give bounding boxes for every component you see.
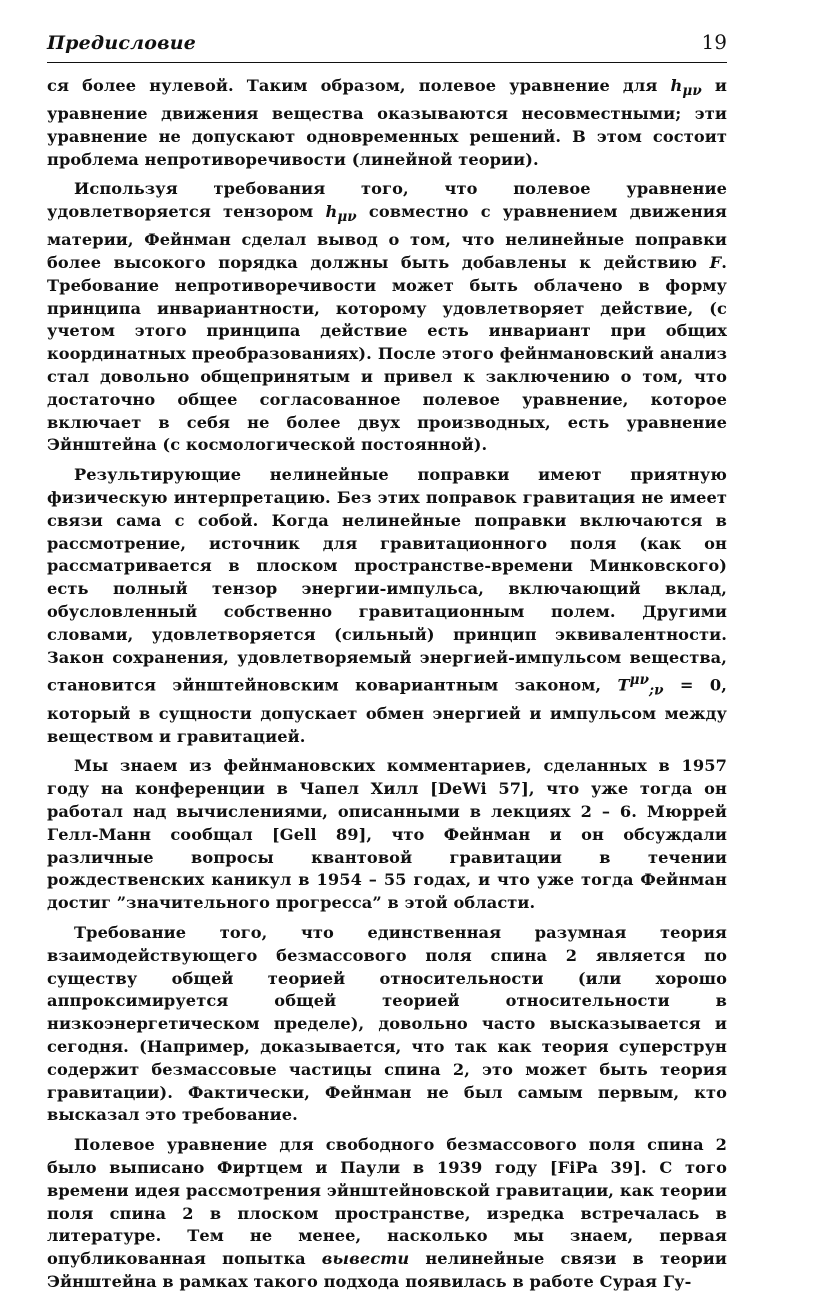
text-run: Полевое уравнение для свободного безмассового поля спина 2 было выписано Фиртцем и Паули в 1939 году [FiPa 39]. С того времени идея рассмотрения эйнштейновской гравитации, как теории поля спина 2 в плоском пространстве, изредка встречалась в литературе. Тем не менее, насколько мы знаем, первая опубликованная попытка: [47, 1135, 727, 1269]
paragraph: [47, 1134, 727, 1294]
text-run: Используя требования того, что полевое уравнение удовлетворяется тензором: [47, 179, 727, 222]
text-run: Требование того, что единственная разумная теория взаимодействующего безмассового поля спина 2 является по существу общей теорией относительности (или хорошо аппроксимируется общей теорией относительности в низкоэнергетическом пределе), довольно часто высказывается и сегодня. (Например, доказывается, что так как теория суперструн содержит безмассовые частицы спина 2, это может быть теория гравитации). Фактически, Фейнман не был самым первым, кто высказал это требование.: [47, 922, 727, 1125]
text-run: совместно с уравнением движения материи, Фейнман сделал вывод о том, что нелинейные поправки более высокого порядка должны быть добавлены к действию: [47, 202, 727, 273]
math-subscript: ;ν: [649, 683, 664, 700]
paragraph: [47, 755, 727, 915]
text-run: = 0, который в сущности допускает обмен энергией и импульсом между веществом и гравитацией.: [47, 675, 727, 746]
text-run: нелинейные связи в теории Эйнштейна в рамках такого подхода появилась в работе Сурая Гу-: [47, 1249, 727, 1291]
math-subscript: μν: [337, 209, 357, 226]
math-subscript: μν: [682, 83, 702, 100]
math-symbol: h: [670, 76, 683, 95]
page-number: 19: [701, 30, 727, 54]
text-run: Мы знаем из фейнмановских комментариев, сделанных в 1957 году на конференции в Чапел Хилл [DeWi 57], что уже тогда он работал над вычислениями, описанными в лекциях 2 – 6. Мюррей Гелл-Манн сообщал [Gell 89], что Фейнман и он обсуждали различные вопросы квантовой гравитации в течении рождественских каникул в 1954 – 55 годах, и что уже тогда Фейнман достиг ”значительного прогресса” в этой области.: [47, 756, 727, 913]
text-run: и уравнение движения вещества оказываются несовместными; эти уравнение не допускают одновременных решений. В этом состоит проблема непротиворечивости (линейной теории).: [47, 76, 727, 169]
page-header: [47, 30, 727, 63]
math-symbol: h: [325, 202, 338, 222]
math-superscript: μν: [629, 672, 650, 689]
math-symbol: F: [709, 253, 722, 273]
math-symbol: T: [617, 675, 630, 695]
paragraph: [47, 178, 727, 457]
text-run: . Требование непротиворечивости может быть облачено в форму принципа инвариантности, которому удовлетворяет действие, (с учетом этого принципа действие есть инвариант при общих координатных преобразованиях). После этого фейнмановский анализ стал довольно общепринятым и привел к заключению о том, что достаточно общее согласованное полевое уравнение, которое включает в себя не более двух производных, есть уравнение Эйнштейна (с космологической постоянной).: [47, 253, 727, 455]
text-run: ся более нулевой. Таким образом, полевое уравнение для: [47, 76, 671, 95]
paragraph: [47, 464, 727, 748]
paragraph: [47, 75, 727, 171]
paragraph: [47, 922, 727, 1127]
text-run: Результирующие нелинейные поправки имеют приятную физическую интерпретацию. Без этих поправок гравитация не имеет связи сама с собой. Когда нелинейные поправки включаются в рассмотрение, источник для гравитационного поля (как он рассматривается в плоском пространстве-времени Минковского) есть полный тензор энергии-импульса, включающий вклад, обусловленный собственно гравитационным полем. Другими словами, удовлетворяется (сильный) принцип эквивалентности. Закон сохранения, удовлетворяемый энергией-импульсом вещества, становится эйнштейновским ковариантным законом,: [47, 465, 727, 695]
running-head: Предисловие: [47, 32, 197, 54]
emphasized-word: вывести: [321, 1249, 410, 1269]
book-page: [47, 30, 727, 1301]
body-text: [47, 75, 727, 1294]
